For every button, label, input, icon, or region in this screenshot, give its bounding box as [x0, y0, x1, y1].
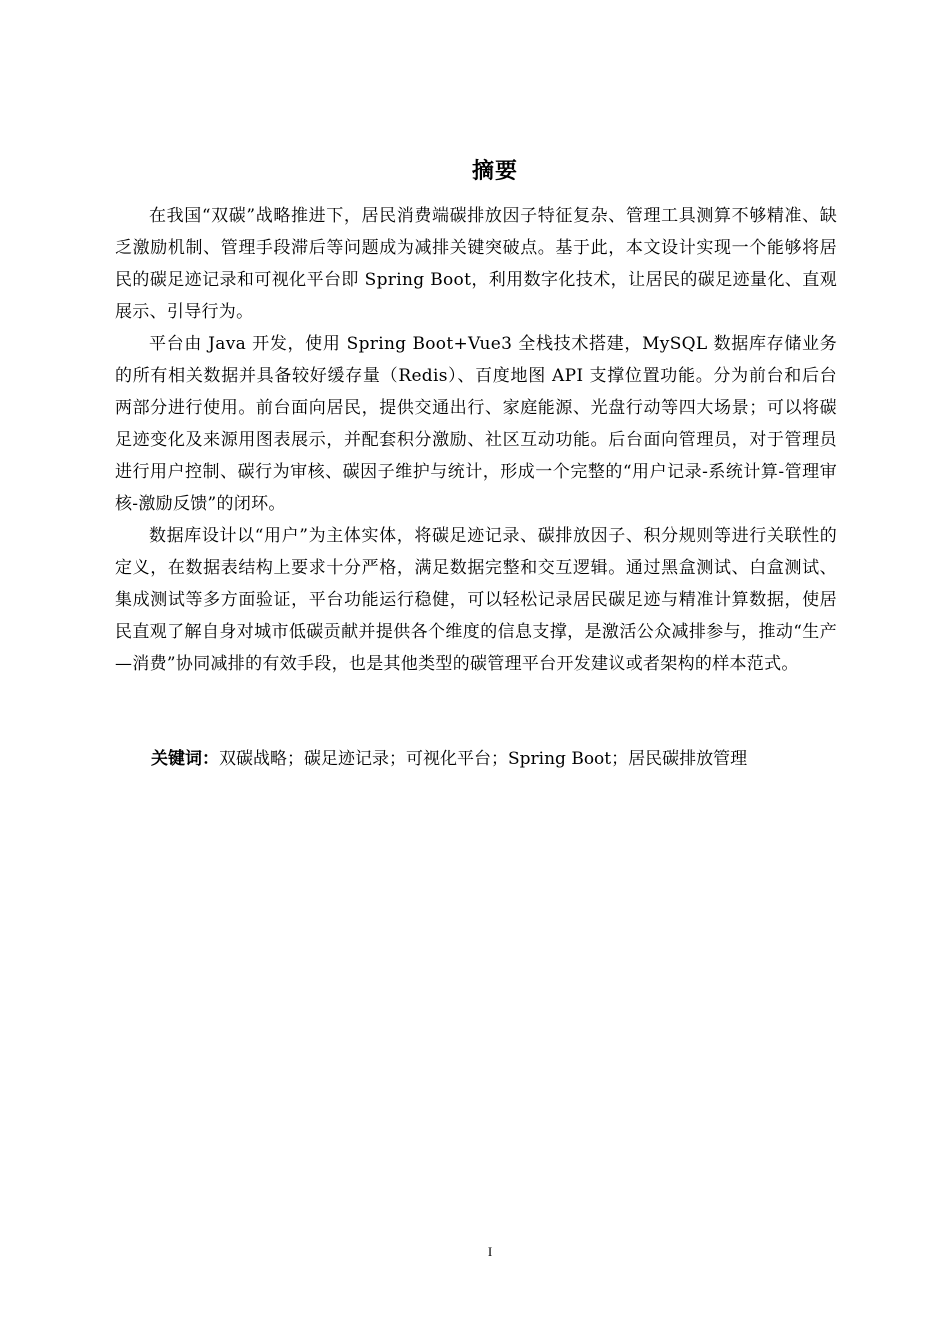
keywords-text: 双碳战略；碳足迹记录；可视化平台；Spring Boot；居民碳排放管理: [219, 749, 748, 769]
abstract-paragraph-3: 数据库设计以“用户”为主体实体，将碳足迹记录、碳排放因子、积分规则等进行关联性的定义，在数据表结构上要求十分严格，满足数据完整和交互逻辑。通过黑盒测试、白盒测试、集成测试等多方面验证，平台功能运行稳健，可以轻松记录居民碳足迹与精准计算数据，使居民直观了解自身对城市低碳贡献并提供各个维度的信息支撑，是激活公众减排参与，推动“生产—消费”协同减排的有效手段，也是其他类型的碳管理平台开发建议或者架构的样本范式。: [115, 526, 837, 674]
abstract-paragraph-2: 平台由 Java 开发，使用 Spring Boot+Vue3 全栈技术搭建，MySQL 数据库存储业务的所有相关数据并具备较好缓存量（Redis）、百度地图 API 支撑位置功能。分为前台和后台两部分进行使用。前台面向居民，提供交通出行、家庭能源、光盘行动等四大场景；可以将碳足迹变化及来源用图表展示，并配套积分激励、社区互动功能。后台面向管理员，对于管理员进行用户控制、碳行为审核、碳因子维护与统计，形成一个完整的“用户记录-系统计算-管理审核-激励反馈”的闭环。: [115, 334, 837, 514]
keywords-line: [151, 743, 851, 775]
page-number: I: [487, 1244, 493, 1259]
abstract-title: 摘要: [471, 158, 518, 184]
abstract-body: [115, 200, 837, 680]
abstract-paragraph-1: 在我国“双碳”战略推进下，居民消费端碳排放因子特征复杂、管理工具测算不够精准、缺乏激励机制、管理手段滞后等问题成为减排关键突破点。基于此，本文设计实现一个能够将居民的碳足迹记录和可视化平台即 Spring Boot，利用数字化技术，让居民的碳足迹量化、直观展示、引导行为。: [115, 206, 837, 322]
keywords-label: 关键词：: [151, 749, 219, 769]
